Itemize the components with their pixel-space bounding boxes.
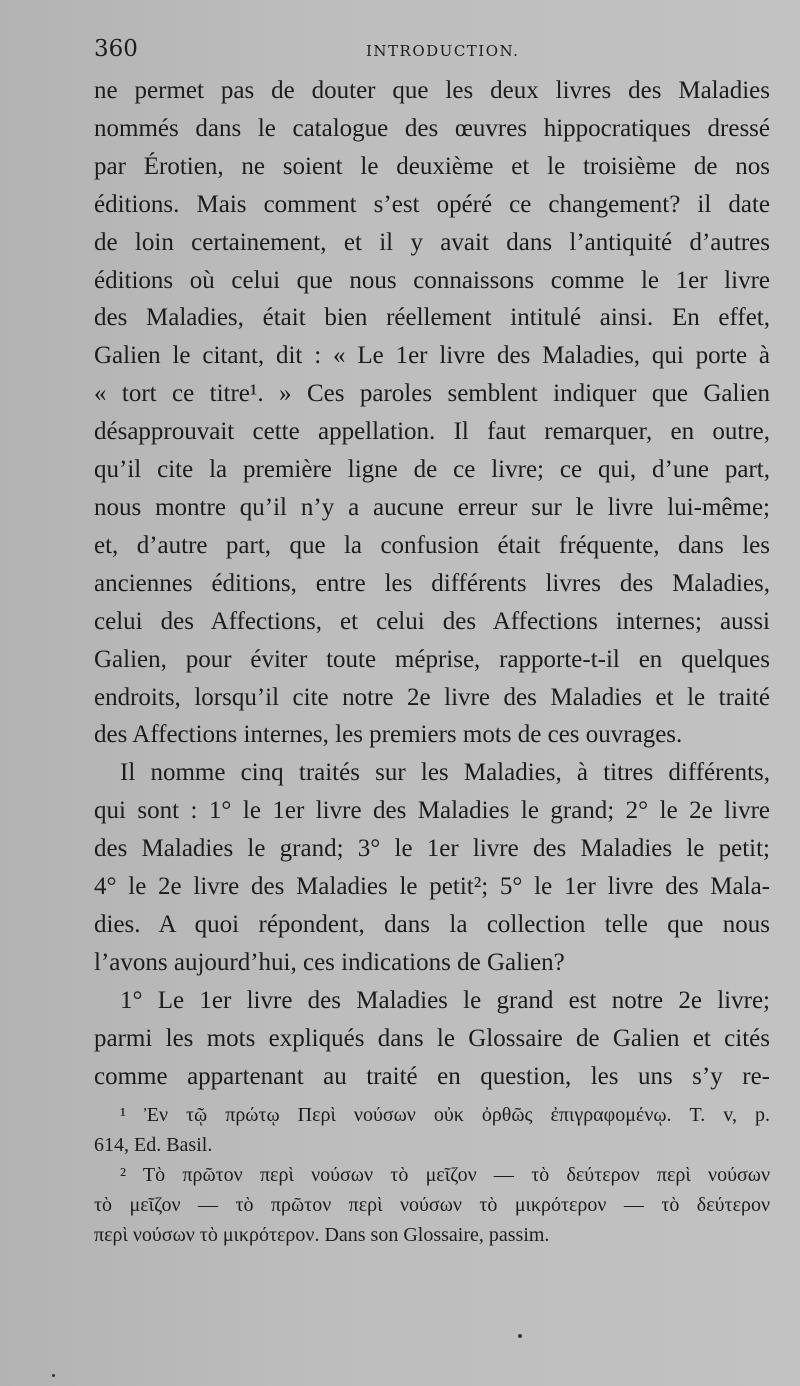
page-header — [94, 36, 774, 70]
text-line: qu’il cite la première ligne de ce livre; ce qui, d’une part, — [94, 456, 770, 484]
text-line: Galien, pour éviter toute méprise, rapporte-t-il en quelques — [94, 645, 770, 673]
text-line: « tort ce titre¹. » Ces paroles semblent indiquer que Galien — [94, 380, 770, 408]
text-line: anciennes éditions, entre les différents livres des Maladies, — [94, 569, 770, 597]
page-number: 360 — [94, 36, 138, 62]
footnotes — [94, 1100, 770, 1250]
running-head: INTRODUCTION. — [366, 42, 520, 60]
text-line: des Affections internes, les premiers mots de ces ouvrages. — [94, 721, 683, 749]
footnote-line: τὸ μεῖζον — τὸ πρῶτον περὶ νούσων τὸ μικρότερον — τὸ δεύτερον — [94, 1194, 770, 1216]
text-line: 1° Le 1er livre des Maladies le grand est notre 2e livre; — [120, 986, 770, 1014]
footnote-line: 614, Ed. Basil. — [94, 1134, 213, 1156]
text-line: endroits, lorsqu’il cite notre 2e livre des Maladies et le traité — [94, 683, 770, 711]
text-line: 4° le 2e livre des Maladies le petit²; 5° le 1er livre des Mala- — [94, 873, 770, 901]
text-line: éditions. Mais comment s’est opéré ce changement? il date — [94, 190, 770, 218]
text-line: Galien le citant, dit : « Le 1er livre des Maladies, qui porte à — [94, 342, 770, 370]
text-line: désapprouvait cette appellation. Il faut remarquer, en outre, — [94, 418, 770, 446]
text-line: par Érotien, ne soient le deuxième et le troisième de nos — [94, 152, 770, 180]
text-line: comme appartenant au traité en question, les uns s’y re- — [94, 1062, 770, 1090]
footnote-line: ² Τὸ πρῶτον περὶ νούσων τὸ μεῖζον — τὸ δεύτερον περὶ νούσων — [120, 1164, 770, 1186]
text-line: Il nomme cinq traités sur les Maladies, à titres différents, — [120, 759, 770, 787]
paper-speck — [52, 1374, 55, 1377]
paper-speck — [518, 1334, 522, 1338]
text-line: des Maladies le grand; 3° le 1er livre des Maladies le petit; — [94, 835, 770, 863]
footnote-line: ¹ Ἐν τῷ πρώτῳ Περὶ νούσων οὐκ ὀρθῶς ἐπιγραφομένῳ. T. v, p. — [120, 1104, 770, 1126]
text-line: ne permet pas de douter que les deux livres des Maladies — [94, 77, 770, 104]
text-line: dies. A quoi répondent, dans la collection telle que nous — [94, 910, 770, 938]
text-line: celui des Affections, et celui des Affections internes; aussi — [94, 607, 770, 635]
text-line: l’avons aujourd’hui, ces indications de Galien? — [94, 948, 565, 976]
text-line: nous montre qu’il n’y a aucune erreur sur le livre lui-même; — [94, 493, 770, 521]
text-line: éditions où celui que nous connaissons comme le 1er livre — [94, 266, 770, 294]
text-line: parmi les mots expliqués dans le Glossaire de Galien et cités — [94, 1024, 770, 1052]
text-line: de loin certainement, et il y avait dans l’antiquité d’autres — [94, 228, 770, 256]
text-line: et, d’autre part, que la confusion était fréquente, dans les — [94, 531, 770, 559]
body-text — [94, 72, 770, 1095]
text-line: nommés dans le catalogue des œuvres hippocratiques dressé — [94, 114, 770, 142]
text-line: des Maladies, était bien réellement intitulé ainsi. En effet, — [94, 304, 770, 332]
footnote-line: περὶ νούσων τὸ μικρότερον. Dans son Glossaire, passim. — [94, 1224, 550, 1246]
text-line: qui sont : 1° le 1er livre des Maladies le grand; 2° le 2e livre — [94, 797, 770, 825]
